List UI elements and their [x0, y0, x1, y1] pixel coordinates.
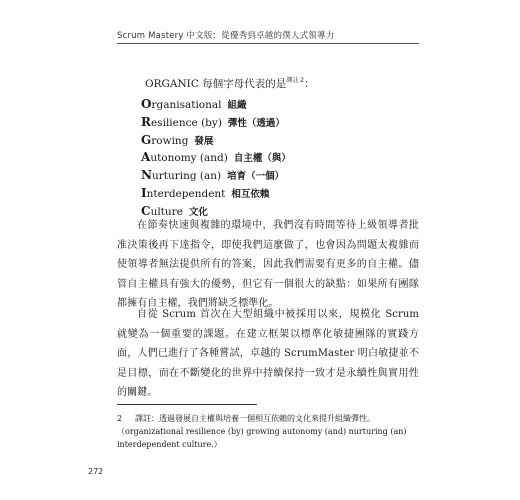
acronym-initial: I	[141, 185, 147, 200]
acronym-word: rganisational	[151, 99, 222, 111]
footnote	[117, 412, 419, 451]
acronym-item	[141, 149, 431, 167]
body-paragraph-autonomy: 在節奏快速與複雜的環境中，我們沒有時間等待上級領導者批准決策後再下達指令，即使我們這麼做了，也會因為問題太複雜而使領導者無法提供所有的答案，因此我們需要有更多的自主權。儘管自主權具有強大的優勢，但它有一個很大的缺點：如果所有團隊都擁有自主權，我們將缺乏標準化。	[117, 220, 419, 310]
acronym-item	[141, 167, 431, 185]
acronym-initial: R	[141, 114, 151, 129]
footnote-number: 2	[117, 414, 123, 423]
acronym-word: ulture	[150, 205, 183, 218]
acronym-intro	[145, 74, 425, 91]
acronym-translation: 相互依賴	[231, 188, 270, 200]
running-header: Scrum Mastery 中文版：從優秀到卓越的僕人式領導力	[117, 31, 335, 41]
acronym-initial: N	[141, 168, 152, 183]
acronym-initial: C	[141, 203, 151, 218]
acronym-word: esilience (by)	[150, 116, 222, 129]
footnote-divider	[117, 404, 257, 405]
acronym-translation: 文化	[188, 206, 208, 218]
acronym-item	[141, 114, 431, 132]
acronym-word: urturing (an)	[151, 170, 222, 183]
acronym-translation: 組織	[227, 100, 247, 111]
page-number: 272	[88, 467, 104, 476]
acronym-initial: A	[141, 150, 151, 165]
footnote-reference: 譯註 2	[286, 77, 304, 84]
acronym-initial: O	[141, 97, 152, 111]
acronym-word: rowing	[151, 134, 189, 147]
footnote-text: 譯註：透過發展自主權與培養一個相互依賴的文化來提升組織彈性。（organizational resilience (by) growing autonomy (and) nurturing (an) interdependent culture.）	[117, 414, 407, 449]
intro-colon: ：	[303, 78, 315, 90]
acronym-item	[141, 96, 431, 114]
intro-text: ORGANIC 每個字母代表的是	[145, 78, 287, 90]
acronym-item	[141, 185, 431, 203]
organic-acronym-list	[141, 96, 431, 221]
acronym-initial: G	[141, 132, 152, 147]
acronym-word: nterdependent	[146, 187, 226, 200]
acronym-translation: 自主權（與）	[233, 153, 291, 165]
acronym-translation: 發展	[194, 135, 214, 147]
acronym-word: utonomy (and)	[150, 152, 228, 165]
body-paragraph-scaling: 自從 Scrum 首次在大型組織中被採用以來，規模化 Scrum 就變為一個重要的課題。在建立框架以標準化敏捷團隊的實踐方面，人們已進行了各種嘗試，卓越的 ScrumMaster 明白敏捷並不是目標，而在不斷變化的世界中持續保持一致才是永續性與實用性的關鍵。	[117, 309, 419, 399]
acronym-translation: 彈性（透過）	[227, 117, 285, 129]
acronym-item	[141, 132, 431, 150]
acronym-translation: 培育（一個）	[227, 171, 285, 183]
header-divider	[117, 43, 419, 44]
